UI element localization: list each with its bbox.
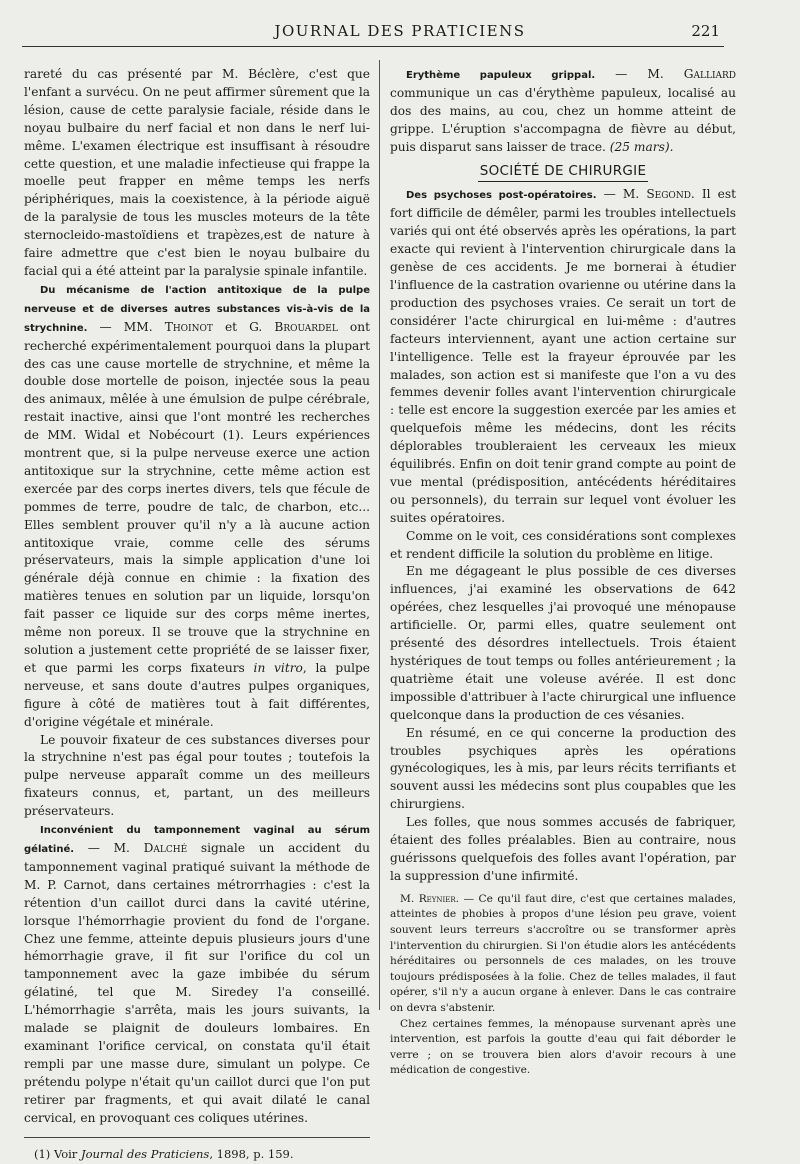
discussion-menopause: Chez certaines femmes, la ménopause survenant après une intervention, est parfois la goutte d'eau qui fait déborder le verre ; on se trouvera bien alors d'avoir recours à une médication de congestive. [390,1017,736,1077]
text-run: — M. [595,67,684,81]
discussion-text: . — Ce qu'il faut dire, c'est que certaines malades, atteintes de phobies à propos d'une lésion peu grave, voient souvent leurs terreurs s'accroître ou se transformer après l'intervention du chirurgien. Si l'on étudie alors les antécédents héréditaires ou personnels de ces malades, on les trouve toujours prédisposées à la folie. Chez de telles malades, il faut opérer, s'il n'y a aucun organe à enlever. Dans le cas contraire on devra s'abstenir. [390,892,736,1014]
right-column [390,66,736,1079]
paragraph-degageant: En me dégageant le plus possible de ces diverses influences, j'ai examiné les observations de 642 opérées, chez lesquelles j'ai provoqué une ménopause artificielle. Or, parmi elles, quatre seulement ont présenté des désordres intellectuels. Trois étaient hystériques de tout temps ou folles antérieurement ; la quatrième était une voleuse avérée. Il est donc impossible d'attribuer à l'acte chirurgical une influence quelconque dans la production de ces vésanies. [390,564,736,722]
text-run: M. [400,892,419,905]
journal-reference: Journal des Praticiens [80,1147,210,1162]
session-date: (25 mars). [609,139,674,154]
author-name: Galliard [683,67,736,81]
discussion-block [390,892,736,1079]
latin-term: in vitro [253,660,303,675]
text-run: et [212,319,250,334]
author-name: Reynier [418,892,456,905]
article-psychoses [390,186,736,527]
article-text: . Il est fort difficile de démêler, parmi les troubles intellectuels variés qui ont été observés après les opérations, la part exacte qui revient à l'intervention chirurgicale dans la genèse de ces accidents. Je me bornerai à étudier l'influence de la castration ovarienne ou utérine dans la production des psychoses vraies. Ce serait un tort de considérer l'acte chirurgical en lui-même : d'autres facteurs interviennent, ayant une action certaine sur l'intelligence. Telle est la frayeur éprouvée par les malades, son action est si manifeste que l'on a vu des femmes devenir folles avant l'intervention chirurgicale : telle est encore la suggestion exercée par les amies et quelquefois même les médecins, dont les récits déplorables troubleraient les cerveaux les mieux équilibrés. Enfin on doit tenir grand compte au point de vue mental (prédisposition, antécédents héréditaires ou personnels), du terrain sur lequel vont évoluer les suites opératoires. [390,187,737,525]
text-run: , 1898, p. 159. [209,1147,294,1162]
text-run: — M. [596,187,647,202]
paragraph-paralysie: rareté du cas présenté par M. Béclère, c'est que l'enfant a survécu. On ne peut affirmer sûrement que la lésion, cause de cette paralysie faciale, réside dans le noyau bulbaire du nerf facial et non dans le nerf lui-même. L'examen électrique est insuffisant à résoudre cette question, et une maladie infectieuse qui frappe la moelle peut frapper en même temps les nerfs périphériques, mais la coexistence, à la période aiguë de la paralysie de tous les muscles moteurs de la tête sternocleido-mastoïdiens et trapèzes,est de nature à faire admettre que c'est bien le noyau bulbaire du facial qui a été atteint par la paralysie spinale infantile. [24,67,370,278]
footnote [34,1146,370,1164]
article-title: Des psychoses post-opératoires. [406,190,597,202]
article-text: communique un cas d'érythème papuleux, localisé au dos des mains, au cou, chez un homme atteint de grippe. L'éruption s'accompagna de fièvre au début, puis disparut sans laisser de trace. [390,85,736,154]
page-header [0,22,800,42]
header-rule [22,46,724,47]
article-text: ont recherché expérimentalement pourquoi dans la plupart des cas une cause mortelle de strychnine, et même la double dose mortelle de poison, injectée sous la peau des animaux, mêlée à une émulsion de pulpe cérébrale, restait inactive, ainsi que l'ont montré les recherches de MM. Widal et Nobécourt (1). Leurs expériences montrent que, si la pulpe nerveuse exerce une action antitoxique sur la strychnine, cette même action est exercée par des corps inertes divers, tels que fécule de pommes de terre, poudre de talc, de charbon, etc... Elles semblent prouver qu'il n'y a là aucune action antitoxique vraie, comme celle des sérums préservateurs, mais la simple application d'une loi générale déjà connue en chimie : la fixation des matières tenues en solution par un liquide, lorsqu'on fait passer ce liquide sur des corps même inertes, même non poreux. Il se trouve que la strychnine en solution a justement cette propriété de se laisser fixer, et que parmi les corps fixateurs [24,319,370,675]
article-strychnine [24,281,370,732]
paragraph-resume: En résumé, en ce qui concerne la production des troubles psychiques après les opérations gynécologiques, les à mis, par leurs récits terrifiants et souvent aussi les médecins sont plus coupables que les chirurgiens. [390,725,736,812]
article-erytheme [390,66,736,157]
discussion-reynier [390,892,736,1017]
section-heading [390,163,736,183]
article-title: Inconvénient du tamponnement vaginal au sérum gélatiné. [24,825,370,855]
paragraph-folles: Les folles, que nous sommes accusés de fabriquer, étaient des folles préalables. Bien au contraire, nous guérissons quelquefois des folles avant l'opération, par la suppression d'une infirmité. [390,815,736,883]
article-title: Erythème papuleux grippal. [406,70,596,81]
paragraph-pouvoir: Le pouvoir fixateur de ces substances diverses pour la strychnine n'est pas égal pour toutes ; toutefois la pulpe nerveuse apparaît comme un des meilleurs fixateurs connus, et, partant, un des meilleurs préservateurs. [24,732,370,819]
footnote-rule [24,1137,370,1138]
text-run: (1) Voir [34,1147,81,1162]
article-tamponnement [24,821,370,1127]
author-name: Dalché [143,840,188,855]
author-name: G. Brouardel [249,319,338,334]
text-run: — M. [74,840,144,855]
article-text: , la pulpe nerveuse, et sans doute d'autres pulpes organiques, figure à côté de matières tout à fait différentes, d'origine végétale et minérale. [24,660,370,729]
article-title: Du mécanisme de l'action antitoxique de la pulpe nerveuse et de diverses autres substances vis-à-vis de la strychnine. [24,284,370,334]
column-divider [379,60,380,1010]
text-run: — MM. [87,319,165,334]
running-title: JOURNAL DES PRATICIENS [274,22,526,40]
page-number: 221 [691,22,720,40]
author-name: Thoinot [164,319,213,334]
paragraph-comme: Comme on le voit, ces considérations sont complexes et rendent difficile la solution du problème en litige. [390,528,736,561]
section-heading-text: SOCIÉTÉ DE CHIRURGIE [478,163,649,183]
author-name: Segond [646,187,691,202]
left-column [24,66,370,1164]
article-text: signale un accident du tamponnement vaginal pratiqué suivant la méthode de M. P. Carnot, dans certaines métrorrhagies : c'est la rétention d'un caillot durci dans la cavité utérine, lorsque l'hémorrhagie provient du fond de l'organe. Chez une femme, atteinte depuis plusieurs jours d'une hémorrhagie grave, il fit sur l'orifice du col un tamponnement avec la gaze imbibée du sérum gélatiné, tel que M. Siredey l'a conseillé. L'hémorrhagie s'arrêta, mais les jours suivants, la malade se plaignit de douleurs lombaires. En examinant l'orifice cervical, on constata qu'il était rempli par une masse dure, simulant un polype. Ce prétendu polype n'était qu'un caillot durci que l'on put retirer par fragments, et qui avait dilaté le canal cervical, en provoquant ces coliques utérines. [24,840,370,1125]
